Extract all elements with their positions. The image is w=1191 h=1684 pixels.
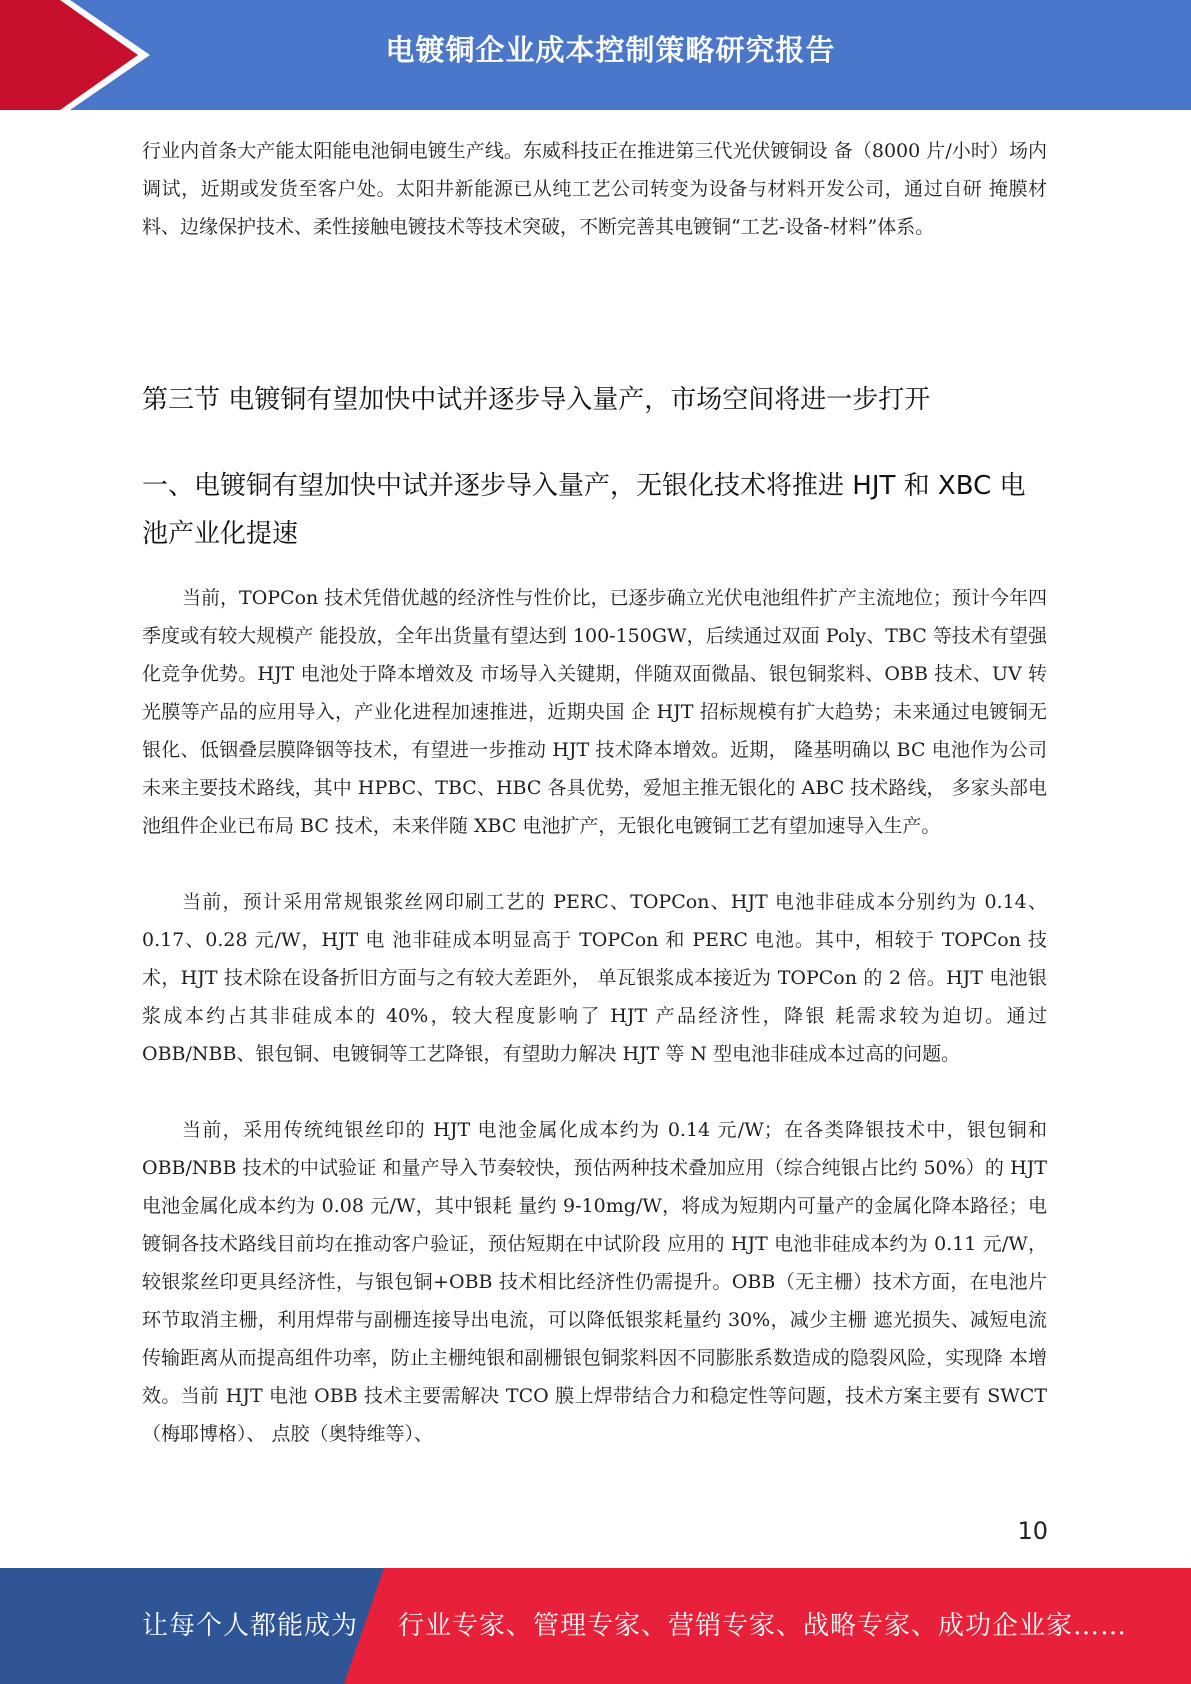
body-paragraph-1: 当前，TOPCon 技术凭借优越的经济性与性价比，已逐步确立光伏电池组件扩产主流地位；预计今年四季度或有较大规模产 能投放，全年出货量有望达到 100-150GW，后续通过双面 Poly、TBC 等技术有望强化竞争优势。HJT 电池处于降本增效及 市场导入关键期，伴随双面微晶、银包铜浆料、OBB 技术、UV 转光膜等产品的应用导入，产业化进程加速推进，近期央国 企 HJT 招标规模有扩大趋势；未来通过电镀铜无银化、低铟叠层膜降铟等技术，有望进一步推动 HJT 技术降本增效。近期， 隆基明确以 BC 电池作为公司未来主要技术路线，其中 HPBC、TBC、HBC 各具优势，爱旭主推无银化的 ABC 技术路线， 多家头部电池组件企业已布局 BC 技术，未来伴随 XBC 电池扩产，无银化电镀铜工艺有望加速导入生产。	[142, 587, 1047, 837]
footer-slogan-left: 让每个人都能成为	[142, 1611, 359, 1641]
page-number: 10	[1017, 1517, 1048, 1545]
footer-slogan-right: 行业专家、管理专家、营销专家、战略专家、成功企业家……	[398, 1611, 1128, 1641]
section-title: 第三节 电镀铜有望加快中试并逐步导入量产，市场空间将进一步打开	[142, 385, 931, 415]
sub-section-title: 一、电镀铜有望加快中试并逐步导入量产，无银化技术将推进 HJT 和 XBC 电池产业化提速	[142, 471, 1026, 549]
main-body	[142, 579, 1047, 1491]
body-paragraph-2: 当前，预计采用常规银浆丝网印刷工艺的 PERC、TOPCon、HJT 电池非硅成本分别约为 0.14、0.17、0.28 元/W，HJT 电 池非硅成本明显高于 TOPCon 和 PERC 电池。其中，相较于 TOPCon 技术，HJT 技术除在设备折旧方面与之有较大差距外， 单瓦银浆成本接近为 TOPCon 的 2 倍。HJT 电池银浆成本约占其非硅成本的 40%，较大程度影响了 HJT 产品经济性，降银 耗需求较为迫切。通过 OBB/NBB、银包铜、电镀铜等工艺降银，有望助力解决 HJT 等 N 型电池非硅成本过高的问题。	[142, 891, 1047, 1065]
body-paragraph-3: 当前，采用传统纯银丝印的 HJT 电池金属化成本约为 0.14 元/W；在各类降银技术中，银包铜和 OBB/NBB 技术的中试验证 和量产导入节奏较快，预估两种技术叠加应用（综合纯银占比约 50%）的 HJT 电池金属化成本约为 0.08 元/W，其中银耗 量约 9-10mg/W，将成为短期内可量产的金属化降本路径；电镀铜各技术路线目前均在推动客户验证，预估短期在中试阶段 应用的 HJT 电池非硅成本约为 0.11 元/W，较银浆丝印更具经济性，与银包铜+OBB 技术相比经济性仍需提升。OBB（无主栅）技术方面，在电池片环节取消主栅，利用焊带与副栅连接导出电流，可以降低银浆耗量约 30%，减少主栅 遮光损失、减短电流传输距离从而提高组件功率，防止主栅纯银和副栅银包铜浆料因不同膨胀系数造成的隐裂风险，实现降 本增效。当前 HJT 电池 OBB 技术主要需解决 TCO 膜上焊带结合力和稳定性等问题，技术方案主要有 SWCT（梅耶博格）、 点胶（奥特维等）、	[142, 1119, 1047, 1445]
page-footer	[0, 1568, 1191, 1684]
intro-block	[142, 132, 1047, 246]
page-header	[0, 0, 1191, 110]
intro-paragraph: 行业内首条大产能太阳能电池铜电镀生产线。东威科技正在推进第三代光伏镀铜设 备（8000 片/小时）场内调试，近期或发货至客户处。太阳井新能源已从纯工艺公司转变为设备与材料开发公司，通过自研 掩膜材料、边缘保护技术、柔性接触电镀技术等技术突破，不断完善其电镀铜“工艺-设备-材料”体系。	[142, 140, 1047, 238]
report-title: 电镀铜企业成本控制策略研究报告	[385, 33, 836, 67]
